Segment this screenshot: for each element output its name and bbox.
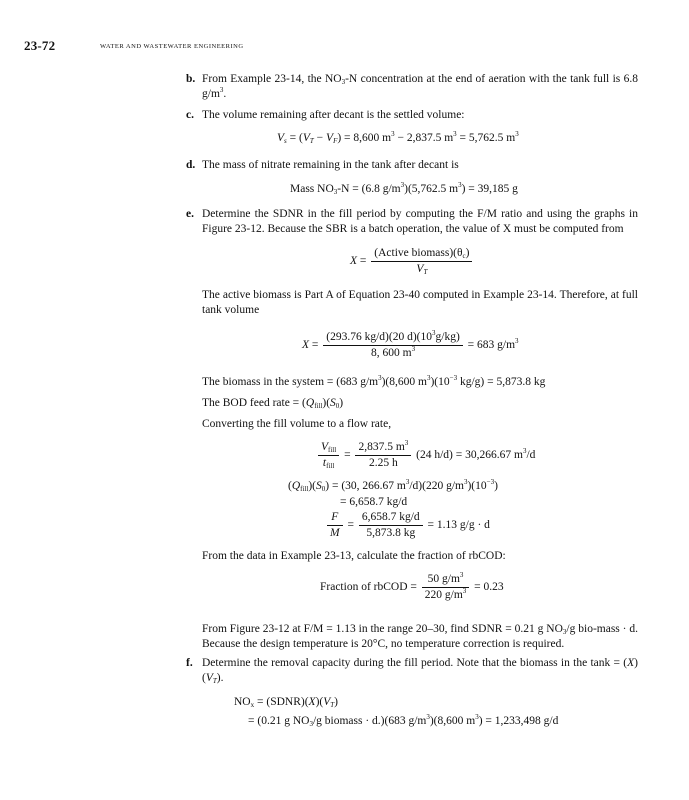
step-label: b. (186, 73, 196, 85)
nitrate-mass-equation: Mass $NO_3-N = (6.8$ $g/m^3)(5,762.5$ $m^3) = 39,185$ g (290, 181, 518, 196)
page-number: 23-72 (24, 38, 56, 53)
step-label: c. (186, 109, 194, 121)
fill-flow-equation: $\frac{V_{fill}}{t_{fill}}$ = $\frac{2,837.5 m^3}{2.25 h}$ (24 h/d) = 30,266.67 $m^3/d$ (316, 440, 535, 471)
step-text: Determine the removal capacity during the fill period. Note that the biomass in the $\tan k = (X)(V_T)$. (202, 657, 638, 685)
step-text: The mass of nitrate remaining in the tank after decant is (202, 159, 459, 171)
step-label: f. (186, 657, 193, 669)
fraction: $\frac{F}{M}$ (327, 510, 343, 541)
fm-ratio-equation: $\frac{F}{M}$ = $\frac{6,658.7 kg/d}{5,873.8 kg}$ = 1.13 g/g · d (325, 510, 490, 541)
bod-load-result: = 6,658.7 kg/d (340, 496, 408, 508)
paragraph: From Figure 23-12 at F/M = 1.13 in the range 20–30, find SDNR = 0.21 g $NO_3/g$ bio-mass · d. Because the design temperature is 20°C, no temperature correction is required. (202, 623, 638, 650)
paragraph: From the data in Example 23-13, calculate the fraction of rbCOD: (202, 550, 506, 562)
fraction: $\frac{(Active biomass)(\theta_c)}{V_T}$ (371, 246, 472, 277)
nox-calc: = (0.21 g $NO_3/g$ biomass · d.)(683 $g/m^3)(8,600$ $m^3) = 1,233,498$ g/d (248, 713, 559, 728)
paragraph: The BOD feed rate = $(Q_{fill})(S_0)$ (202, 397, 344, 410)
fraction: $\frac{2,837.5 m^3}{2.25 h}$ (355, 440, 411, 471)
nox-equation: $NO_x$ = $(SDNR)(X)(V_T)$ (234, 696, 339, 709)
paragraph: The active biomass is Part A of Equation 23-40 computed in Example 23-14. Therefore, at full tank volume (202, 289, 638, 316)
settled-volume-equation: $V_s = (V_T - V_F) = 8,600$ $m^3 - 2,837.5$ $m^3 = 5,762.5$ $m^3$ (277, 130, 519, 145)
running-header: WATER AND WASTEWATER ENGINEERING (100, 43, 244, 50)
rbcod-fraction-equation: Fraction of rbCOD = $\frac{50 g/m^3}{220 g/m^3}$ = 0.23 (320, 571, 504, 601)
fraction: $\frac{V_{fill}}{t_{fill}}$ (318, 440, 339, 471)
fraction: $\frac{(293.76 kg/d)(20 d)(10^3g/kg)}{8, 600 m^3}$ (323, 330, 463, 361)
fraction: $\frac{50 g/m^3}{220 g/m^3}$ (422, 572, 470, 603)
bod-load-equation: $(Q_{fill})(S_0) = (30$, 266.67 $m^3/d)(220$ $g/m^3)(10^{-3})$ (288, 478, 498, 493)
step-label: e. (186, 208, 194, 220)
step-text: The volume remaining after decant is the settled volume: (202, 109, 465, 121)
fraction: $\frac{6,658.7 kg/d}{5,873.8 kg}$ (359, 510, 423, 541)
biomass-x-calc: X = $\frac{(293.76 kg/d)(20 d)(10^3g/kg)}{8, 600 m^3}$ = 683 $g/m^3$ (302, 329, 519, 359)
step-label: d. (186, 159, 196, 171)
paragraph: The biomass in the system = (683 $g/m^3)(8,600$ $m^3)(10^{-3}$ kg/g) = 5,873.8 kg (202, 374, 546, 388)
paragraph: Converting the fill volume to a flow rate, (202, 418, 392, 430)
step-text: Determine the SDNR in the fill period by computing the F/M ratio and using the graphs in Figure 23-12. Because the SBR is a batch operation, the value of X must be computed from (202, 208, 638, 235)
biomass-x-equation: X = $\frac{(Active biomass)(\theta_c)}{V_T}$ (350, 246, 474, 277)
step-text: From Example 23-14, the $NO_3-N$ concentration at the end of aeration with the tank full is 6.8 $g/m^3$. (202, 73, 638, 100)
